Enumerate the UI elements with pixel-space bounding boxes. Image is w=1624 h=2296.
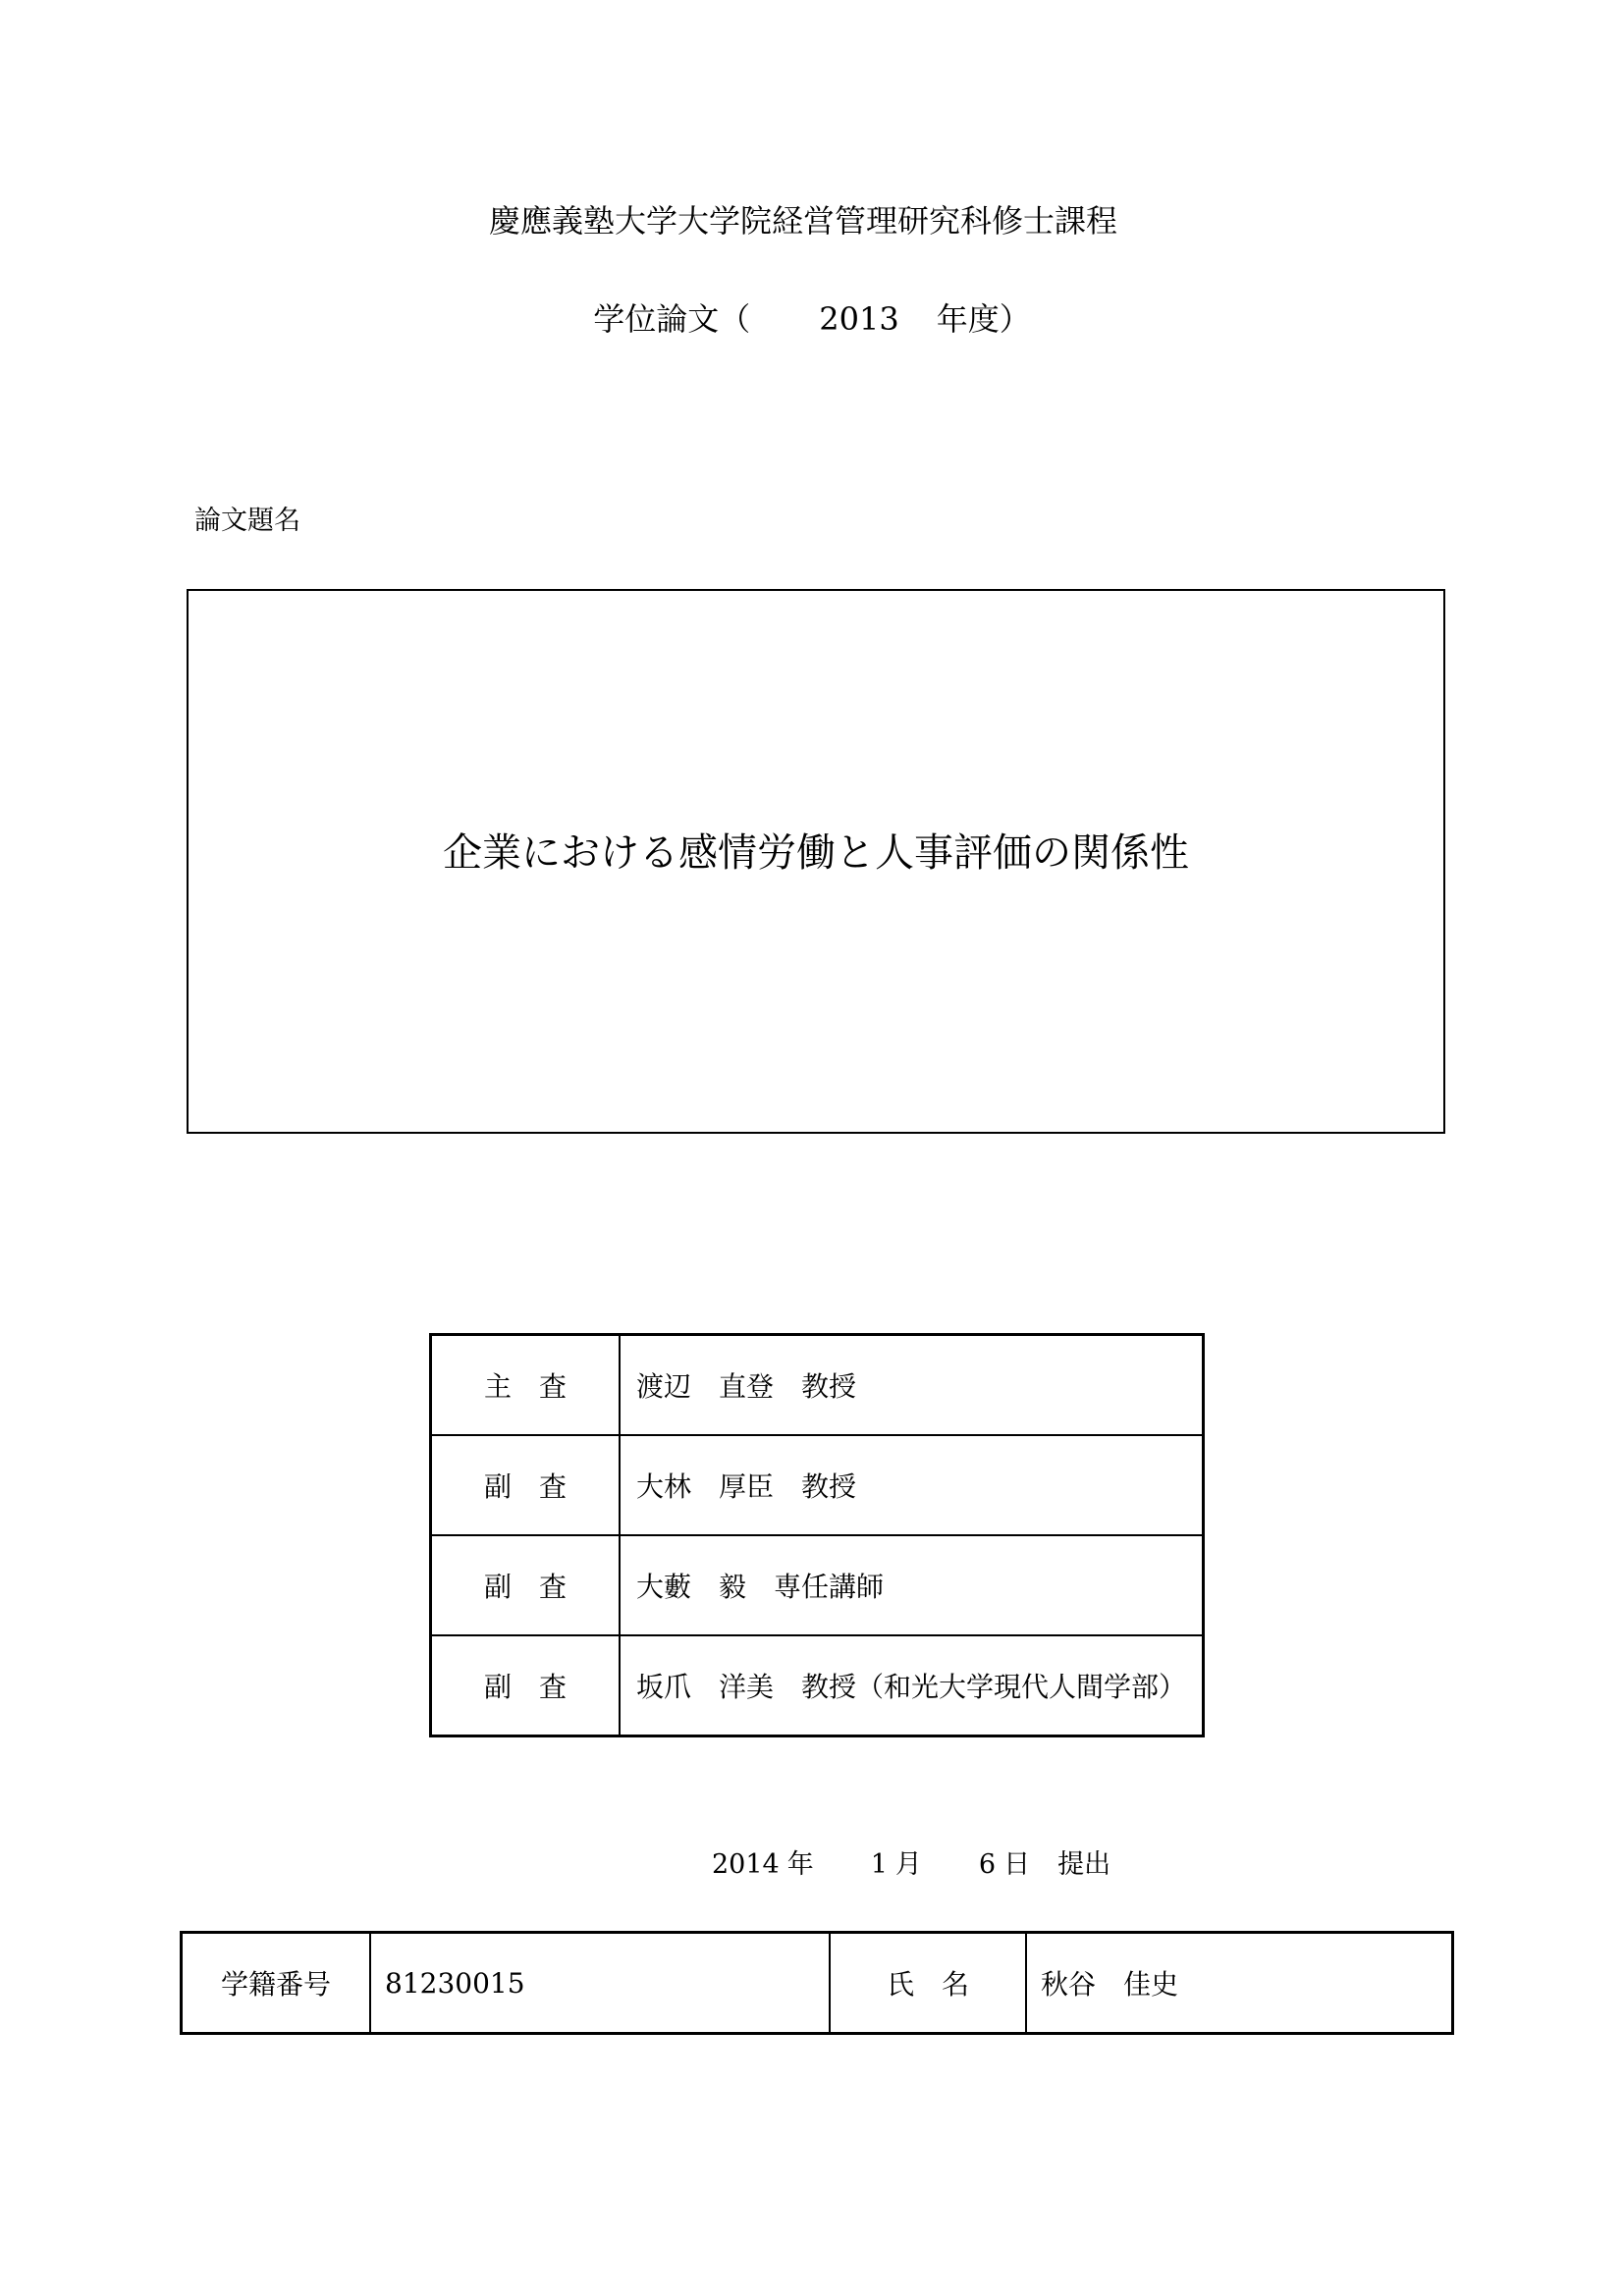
examiner-row — [431, 1535, 1204, 1635]
student-name-label: 氏 名 — [830, 1933, 1026, 2034]
university-program-heading: 慶應義塾大学大学院経営管理研究科修士課程 — [488, 202, 1117, 240]
student-name-value: 秋谷 佳史 — [1026, 1933, 1453, 2034]
submission-month-unit: 月 — [894, 1849, 922, 1880]
examiner-row — [431, 1335, 1204, 1436]
student-id-label: 学籍番号 — [182, 1933, 371, 2034]
submission-year-unit: 年 — [786, 1849, 814, 1880]
submission-date — [712, 1842, 1110, 1881]
examiner-name: 坂爪 洋美 教授（和光大学現代人間学部） — [620, 1635, 1204, 1736]
submission-day: 6 — [978, 1849, 997, 1880]
student-id-value: 81230015 — [370, 1933, 830, 2034]
thesis-title-box — [187, 589, 1445, 1134]
examiner-name: 渡辺 直登 教授 — [620, 1335, 1204, 1436]
examiner-name: 大林 厚臣 教授 — [620, 1435, 1204, 1535]
examiner-row — [431, 1635, 1204, 1736]
examiner-role: 副 査 — [431, 1435, 621, 1535]
thesis-title: 企業における感情労働と人事評価の関係性 — [443, 830, 1189, 876]
degree-suffix: 年度） — [936, 300, 1031, 338]
examiners-table — [429, 1333, 1205, 1737]
thesis-title-label: 論文題名 — [194, 506, 300, 536]
examiner-name: 大藪 毅 専任講師 — [620, 1535, 1204, 1635]
degree-year: 2013 — [819, 300, 899, 338]
student-info-table — [180, 1931, 1454, 2035]
examiner-role: 主 査 — [431, 1335, 621, 1436]
submission-day-unit: 日 — [1003, 1849, 1031, 1880]
submission-month: 1 — [870, 1849, 888, 1880]
student-row — [182, 1933, 1453, 2034]
submission-suffix: 提出 — [1057, 1849, 1111, 1880]
examiner-role: 副 査 — [431, 1535, 621, 1635]
degree-year-line — [0, 294, 1624, 340]
degree-prefix: 学位論文（ — [593, 300, 751, 338]
examiner-row — [431, 1435, 1204, 1535]
examiner-role: 副 査 — [431, 1635, 621, 1736]
submission-year: 2014 — [712, 1849, 780, 1880]
